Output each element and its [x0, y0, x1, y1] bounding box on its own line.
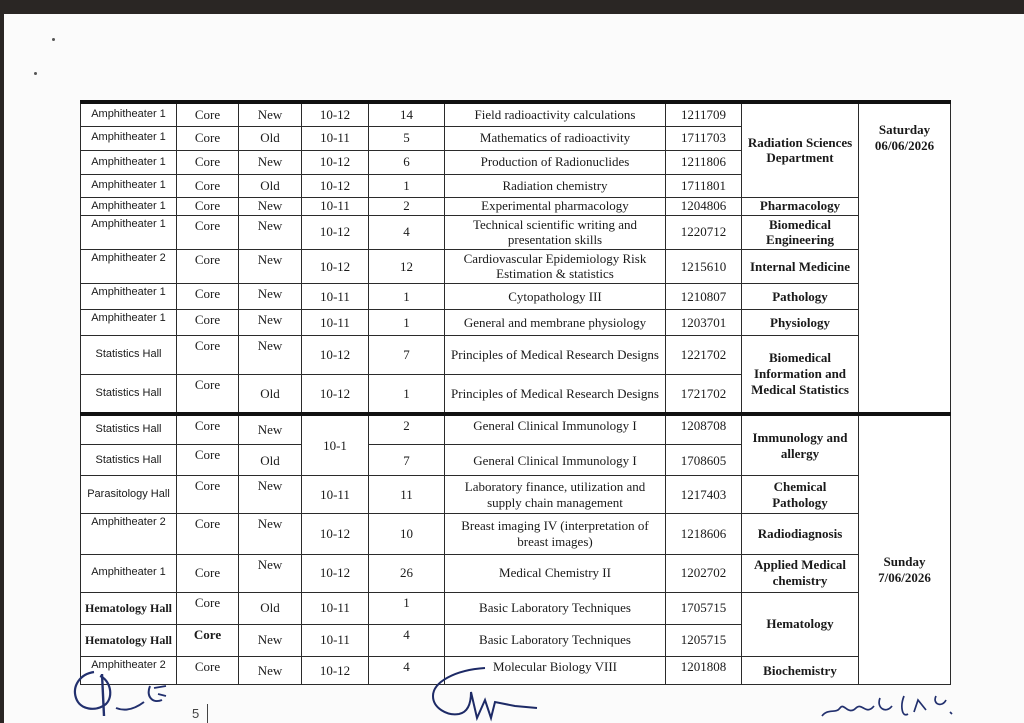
- code-cell: 1211709: [666, 102, 742, 126]
- table-row: [81, 592, 951, 624]
- count-cell: 4: [369, 215, 445, 249]
- code-cell: 1215610: [666, 249, 742, 283]
- course-cell: Production of Radionuclides: [445, 150, 666, 174]
- status-cell: New: [239, 102, 302, 126]
- day-name: Sunday: [883, 554, 926, 570]
- location-cell: Statistics Hall: [81, 336, 177, 375]
- status-cell: Old: [239, 174, 302, 197]
- count-cell: 4: [369, 656, 445, 684]
- status-cell: New: [239, 283, 302, 309]
- status-cell: New: [239, 414, 302, 445]
- location-cell: Hematology Hall: [81, 624, 177, 656]
- count-cell: 4: [369, 624, 445, 656]
- code-cell: 1205715: [666, 624, 742, 656]
- code-cell: 1217403: [666, 476, 742, 514]
- type-cell: Core: [177, 126, 239, 150]
- status-cell: New: [239, 336, 302, 375]
- location-cell: Amphitheater 2: [81, 249, 177, 283]
- time-cell: 10-1: [302, 414, 369, 476]
- count-cell: 1: [369, 174, 445, 197]
- count-cell: 11: [369, 476, 445, 514]
- status-cell: New: [239, 656, 302, 684]
- location-cell: Amphitheater 1: [81, 283, 177, 309]
- type-cell: Core: [177, 174, 239, 197]
- type-cell: Core: [177, 150, 239, 174]
- table-row: [81, 309, 951, 335]
- status-cell: Old: [239, 592, 302, 624]
- time-cell: 10-12: [302, 102, 369, 126]
- code-cell: 1211806: [666, 150, 742, 174]
- location-cell: Amphitheater 1: [81, 215, 177, 249]
- location-cell: Amphitheater 1: [81, 554, 177, 592]
- code-cell: 1202702: [666, 554, 742, 592]
- table-row: [81, 414, 951, 445]
- code-cell: 1218606: [666, 514, 742, 554]
- count-cell: 1: [369, 283, 445, 309]
- scan-speck: [52, 38, 55, 41]
- course-cell: Cardiovascular Epidemiology Risk Estimation & statistics: [445, 249, 666, 283]
- department-cell: Biomedical Engineering: [742, 215, 859, 249]
- code-cell: 1711801: [666, 174, 742, 197]
- count-cell: 5: [369, 126, 445, 150]
- table-row: [81, 656, 951, 684]
- day-cell-saturday: [859, 102, 951, 414]
- type-cell: Core: [177, 656, 239, 684]
- status-cell: Old: [239, 445, 302, 476]
- table-row: [81, 102, 951, 126]
- time-cell: 10-12: [302, 174, 369, 197]
- department-cell: Chemical Pathology: [742, 476, 859, 514]
- course-cell: Principles of Medical Research Designs: [445, 336, 666, 375]
- status-cell: Old: [239, 375, 302, 414]
- status-cell: New: [239, 309, 302, 335]
- page-number: 5: [192, 706, 200, 721]
- type-cell: Core: [177, 336, 239, 375]
- status-cell: New: [239, 476, 302, 514]
- time-cell: 10-12: [302, 375, 369, 414]
- code-cell: 1208708: [666, 414, 742, 445]
- count-cell: 12: [369, 249, 445, 283]
- course-cell: Medical Chemistry II: [445, 554, 666, 592]
- time-cell: 10-12: [302, 215, 369, 249]
- course-cell: General Clinical Immunology I: [445, 414, 666, 445]
- time-cell: 10-11: [302, 624, 369, 656]
- department-cell: Immunology and allergy: [742, 414, 859, 476]
- location-cell: Statistics Hall: [81, 445, 177, 476]
- location-cell: Amphitheater 1: [81, 309, 177, 335]
- department-cell: Radiation Sciences Department: [742, 102, 859, 197]
- time-cell: 10-12: [302, 554, 369, 592]
- location-cell: Amphitheater 1: [81, 102, 177, 126]
- code-cell: 1708605: [666, 445, 742, 476]
- day-name: Saturday: [878, 122, 931, 137]
- day-date: 06/06/2026: [874, 137, 935, 153]
- time-cell: 10-12: [302, 656, 369, 684]
- department-cell: Biomedical Information and Medical Statistics: [742, 336, 859, 414]
- location-cell: Statistics Hall: [81, 375, 177, 414]
- type-cell: Core: [177, 414, 239, 445]
- count-cell: 2: [369, 414, 445, 445]
- status-cell: New: [239, 150, 302, 174]
- type-cell: Core: [177, 102, 239, 126]
- course-cell: Field radioactivity calculations: [445, 102, 666, 126]
- location-cell: Statistics Hall: [81, 414, 177, 445]
- status-cell: Old: [239, 126, 302, 150]
- course-cell: Cytopathology III: [445, 283, 666, 309]
- time-cell: 10-11: [302, 309, 369, 335]
- type-cell: Core: [177, 197, 239, 215]
- count-cell: 26: [369, 554, 445, 592]
- course-cell: Basic Laboratory Techniques: [445, 624, 666, 656]
- location-cell: Amphitheater 1: [81, 197, 177, 215]
- course-cell: Radiation chemistry: [445, 174, 666, 197]
- time-cell: 10-11: [302, 283, 369, 309]
- table-row: [81, 554, 951, 592]
- code-cell: 1721702: [666, 375, 742, 414]
- code-cell: 1220712: [666, 215, 742, 249]
- time-cell: 10-11: [302, 476, 369, 514]
- count-cell: 6: [369, 150, 445, 174]
- time-cell: 10-11: [302, 197, 369, 215]
- department-cell: Radiodiagnosis: [742, 514, 859, 554]
- department-cell: Applied Medical chemistry: [742, 554, 859, 592]
- time-cell: 10-12: [302, 336, 369, 375]
- course-cell: Mathematics of radioactivity: [445, 126, 666, 150]
- count-cell: 10: [369, 514, 445, 554]
- type-cell: Core: [177, 309, 239, 335]
- table-row: [81, 249, 951, 283]
- code-cell: 1203701: [666, 309, 742, 335]
- course-cell: General and membrane physiology: [445, 309, 666, 335]
- course-cell: General Clinical Immunology I: [445, 445, 666, 476]
- course-cell: Laboratory finance, utilization and supply chain management: [445, 476, 666, 514]
- code-cell: 1221702: [666, 336, 742, 375]
- count-cell: 1: [369, 592, 445, 624]
- day-date: 7/06/2026: [878, 569, 931, 585]
- type-cell: Core: [177, 283, 239, 309]
- type-cell: Core: [177, 215, 239, 249]
- table-row: [81, 283, 951, 309]
- department-cell: Biochemistry: [742, 656, 859, 684]
- time-cell: 10-12: [302, 150, 369, 174]
- type-cell: Core: [177, 249, 239, 283]
- time-cell: 10-12: [302, 249, 369, 283]
- count-cell: 2: [369, 197, 445, 215]
- code-cell: 1210807: [666, 283, 742, 309]
- course-cell: Basic Laboratory Techniques: [445, 592, 666, 624]
- location-cell: Parasitology Hall: [81, 476, 177, 514]
- type-cell: Core: [177, 554, 239, 592]
- code-cell: 1204806: [666, 197, 742, 215]
- type-cell: Core: [177, 624, 239, 656]
- location-cell: Hematology Hall: [81, 592, 177, 624]
- table-row: [81, 514, 951, 554]
- department-cell: Physiology: [742, 309, 859, 335]
- day-cell-sunday: [859, 414, 951, 685]
- department-cell: Internal Medicine: [742, 249, 859, 283]
- time-cell: 10-11: [302, 592, 369, 624]
- status-cell: New: [239, 215, 302, 249]
- status-cell: New: [239, 514, 302, 554]
- course-cell: Experimental pharmacology: [445, 197, 666, 215]
- course-cell: Breast imaging IV (interpretation of breast images): [445, 514, 666, 554]
- count-cell: 1: [369, 375, 445, 414]
- count-cell: 14: [369, 102, 445, 126]
- location-cell: Amphitheater 2: [81, 514, 177, 554]
- status-cell: New: [239, 197, 302, 215]
- exam-schedule-table: [80, 100, 951, 685]
- course-cell: Molecular Biology VIII: [445, 656, 666, 684]
- table-row: [81, 336, 951, 375]
- table-row: [81, 197, 951, 215]
- table-row: [81, 215, 951, 249]
- count-cell: 7: [369, 336, 445, 375]
- page-divider: [207, 704, 208, 723]
- department-cell: Hematology: [742, 592, 859, 656]
- type-cell: Core: [177, 592, 239, 624]
- code-cell: 1711703: [666, 126, 742, 150]
- type-cell: Core: [177, 445, 239, 476]
- location-cell: Amphitheater 1: [81, 150, 177, 174]
- status-cell: New: [239, 554, 302, 592]
- count-cell: 7: [369, 445, 445, 476]
- time-cell: 10-11: [302, 126, 369, 150]
- type-cell: Core: [177, 476, 239, 514]
- status-cell: New: [239, 249, 302, 283]
- location-cell: Amphitheater 1: [81, 126, 177, 150]
- table-row: [81, 476, 951, 514]
- scan-speck: [34, 72, 37, 75]
- location-cell: Amphitheater 1: [81, 174, 177, 197]
- count-cell: 1: [369, 309, 445, 335]
- type-cell: Core: [177, 514, 239, 554]
- code-cell: 1705715: [666, 592, 742, 624]
- time-cell: 10-12: [302, 514, 369, 554]
- department-cell: Pathology: [742, 283, 859, 309]
- department-cell: Pharmacology: [742, 197, 859, 215]
- location-cell: Amphitheater 2: [81, 656, 177, 684]
- code-cell: 1201808: [666, 656, 742, 684]
- course-cell: Principles of Medical Research Designs: [445, 375, 666, 414]
- status-cell: New: [239, 624, 302, 656]
- course-cell: Technical scientific writing and presentation skills: [445, 215, 666, 249]
- type-cell: Core: [177, 375, 239, 414]
